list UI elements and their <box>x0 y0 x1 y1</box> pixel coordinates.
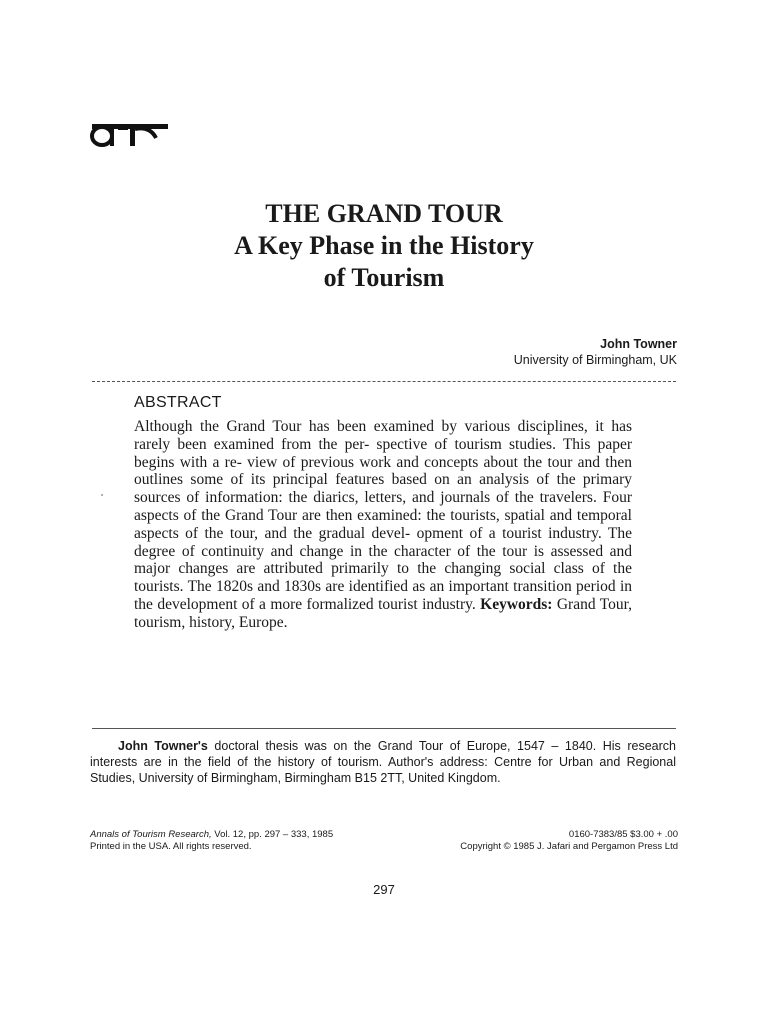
title-line-1: THE GRAND TOUR <box>265 199 503 228</box>
author-block <box>514 336 677 368</box>
journal-name: Annals of Tourism Research, <box>90 829 212 840</box>
scan-speck <box>101 494 103 496</box>
printed-note: Printed in the USA. All rights reserved. <box>90 841 252 852</box>
keywords-list: Grand Tour, tourism, history, Europe. <box>134 595 633 631</box>
article-title <box>0 198 768 294</box>
keywords-label: Keywords: <box>480 595 553 613</box>
title-line-2: A Key Phase in the History <box>234 231 534 260</box>
top-divider <box>92 381 676 382</box>
author-name: John Towner <box>600 337 677 351</box>
page-number: 297 <box>373 882 395 897</box>
journal-volume: Vol. 12, pp. 297 – 333, 1985 <box>214 829 334 840</box>
issn: 0160-7383/85 $3.00 + .00 <box>568 829 678 840</box>
abstract-text: Although the Grand Tour has been examined by various disciplines, it has rarely been examined from the per- spective of tourism studies. This paper begins with a re- view of previous work and concepts about the tour and then outlines some of its principal features based on an analysis of the primary sources of information: the diarics, letters, and journals of the travelers. Four aspects of the Grand Tour are then examined: the tourists, spatial and temporal aspects of the tour, and the gradual devel- opment of a tourist industry. The degree of continuity and change in the character of the tour is assessed and major changes are attributed primarily to the changing social class of the tourists. The 1820s and 1830s are identified as an important transition period in the development of a more formalized tourist industry. <box>134 418 632 613</box>
journal-logo-icon <box>90 116 170 150</box>
abstract-heading: ABSTRACT <box>134 394 222 411</box>
author-footnote <box>90 738 676 786</box>
abstract-body <box>134 418 632 632</box>
citation-row-2 <box>90 841 678 853</box>
title-line-3: of Tourism <box>323 263 445 292</box>
bottom-divider <box>92 728 676 729</box>
citation-row-1 <box>90 829 678 841</box>
footnote-text: doctoral thesis was on the Grand Tour of Europe, 1547 – 1840. His research interests are in the field of the history of tourism. Author's address: Centre for Urban and Regional Studies, University of Birmingham, Birmingham B15 2TT, United Kingdom. <box>90 739 676 785</box>
footnote-author-name: John Towner's <box>118 739 208 753</box>
author-affiliation: University of Birmingham, UK <box>513 353 677 367</box>
copyright-note: Copyright © 1985 J. Jafari and Pergamon Press Ltd <box>460 841 678 852</box>
